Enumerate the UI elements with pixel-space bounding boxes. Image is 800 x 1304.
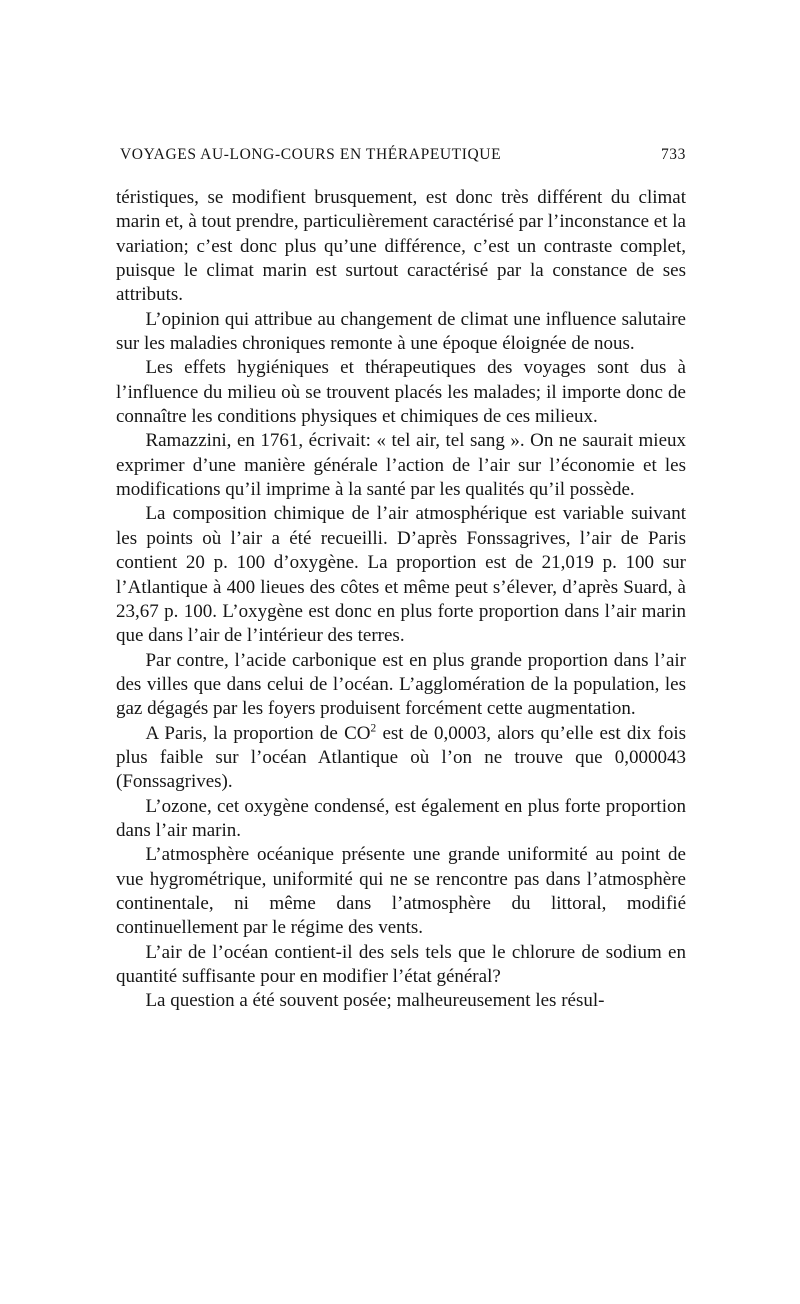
paris-co2-text-after: est de 0,0003, alors qu’elle est dix fois plus faible sur l’océan Atlantique où l’on ne trouve que 0,000043 (Fonssagrives). [116,722,686,793]
co2-superscript: 2 [370,722,377,735]
paris-co2-text-before: A Paris, la proportion de CO [145,722,371,744]
body-text [116,186,686,1014]
page-header [120,146,686,164]
paragraph-question: La question a été souvent posée; malheureusement les résul- [145,990,605,1012]
running-title: VOYAGES AU-LONG-COURS EN THÉRAPEUTIQUE [120,146,502,163]
paragraph-ozone: L’ozone, cet oxygène condensé, est également en plus forte proportion dans l’air marin. [116,795,686,841]
paragraph-composition: La composition chimique de l’air atmosphérique est variable suivant les points où l’air a été recueilli. D’après Fonssagrives, l’air de Paris contient 20 p. 100 d’oxygène. La proportion est de 21,019 p. 100 sur l’Atlantique à 400 lieues des côtes et même peut s’élever, d’après Suard, à 23,67 p. 100. L’oxygène est donc en plus forte proportion dans l’air marin que dans l’air de l’intérieur des terres. [116,503,686,647]
paragraph-hygrometry: L’atmosphère océanique présente une grande uniformité au point de vue hygrométrique, uniformité qui ne se rencontre pas dans l’atmosphère continentale, ni même dans l’atmosphère du littoral, modifié continuellement par le régime des vents. [116,844,686,939]
paragraph-ramazzini: Ramazzini, en 1761, écrivait: « tel air, tel sang ». On ne saurait mieux exprimer d’une manière générale l’action de l’air sur l’économie et les modifications qu’il imprime à la santé par les qualités qu’il possède. [116,430,686,501]
paragraph-effects: Les effets hygiéniques et thérapeutiques des voyages sont dus à l’influence du milieu où se trouvent placés les malades; il importe donc de connaître les conditions physiques et chimiques de ces milieux. [116,357,686,428]
paragraph-salts: L’air de l’océan contient-il des sels tels que le chlorure de sodium en quantité suffisante pour en modifier l’état général? [116,941,686,987]
page-number: 733 [660,146,686,163]
paragraph-continuation: téristiques, se modifient brusquement, est donc très différent du climat marin et, à tout prendre, particulièrement caractérisé par l’inconstance et la variation; c’est donc plus qu’une différence, c’est un contraste complet, puisque le climat marin est surtout caractérisé par la constance de ses attributs. [116,187,686,306]
paragraph-paris-co2 [116,722,686,795]
paragraph-opinion: L’opinion qui attribue au changement de climat une influence salutaire sur les maladies chroniques remonte à une époque éloignée de nous. [116,308,686,355]
paragraph-carbonic-acid: Par contre, l’acide carbonique est en plus grande proportion dans l’air des villes que dans celui de l’océan. L’agglomération de la population, les gaz dégagés par les foyers produisent forcément cette augmentation. [116,649,686,720]
